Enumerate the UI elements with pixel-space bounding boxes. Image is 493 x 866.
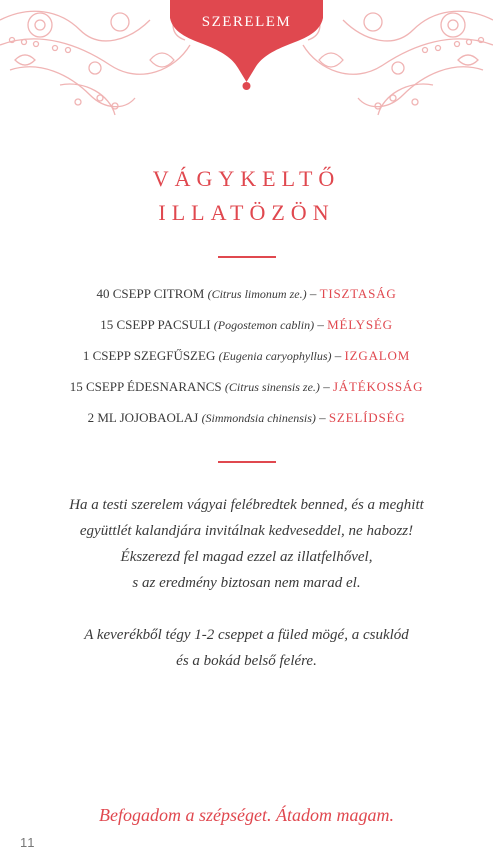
description-line: Ékszerezd fel magad ezzel az illatfelhővel, [120,549,373,565]
ingredient-quality: IZGALOM [344,348,411,363]
section-label: SZERELEM [201,14,292,30]
title-line-1: VÁGYKELTŐ [152,166,341,191]
ingredient-separator: – [331,348,345,363]
ingredient-quality: JÁTÉKOSSÁG [332,379,424,394]
ingredient-item [0,286,493,302]
page-number: 11 [20,835,36,850]
ingredient-amount: 15 CSEPP ÉDESNARANCS [69,379,222,394]
ingredient-amount: 15 CSEPP PACSULI [100,317,211,332]
ingredient-latin: (Citrus sinensis ze.) [224,380,320,394]
usage-line: A keverékből tégy 1-2 cseppet a füled mögé, a csuklód [84,627,409,643]
ingredient-separator: – [306,286,320,301]
ingredient-amount: 2 ML JOJOBAOLAJ [87,410,199,425]
description-line: s az eredmény biztosan nem marad el. [132,575,361,591]
ingredient-latin: (Simmondsia chinensis) [201,411,316,425]
ingredient-quality: TISZTASÁG [319,286,397,301]
ingredient-item [0,317,493,333]
description-line: Ha a testi szerelem vágyai felébredtek benned, és a meghitt [69,497,424,513]
ingredient-amount: 1 CSEPP SZEGFŰSZEG [82,348,216,363]
usage-paragraph [0,622,493,674]
ingredient-latin: (Citrus limonum ze.) [207,287,307,301]
ingredient-separator: – [319,379,333,394]
motto: Befogadom a szépséget. Átadom magam. [99,805,394,825]
ingredient-quality: SZELÍDSÉG [328,410,406,425]
ingredient-latin: (Pogostemon cablin) [213,318,315,332]
divider-bottom [218,461,276,463]
ingredient-latin: (Eugenia caryophyllus) [218,349,332,363]
ingredient-item [0,379,493,395]
ingredient-item [0,348,493,364]
description-line: együttlét kalandjára invitálnak kedveseddel, ne habozz! [79,523,414,539]
ingredient-item [0,410,493,426]
description-paragraph [0,492,493,596]
ingredient-amount: 40 CSEPP CITROM [96,286,205,301]
title-line-2: ILLATÖZÖN [158,200,335,225]
divider-top [218,256,276,258]
ingredient-separator: – [314,317,328,332]
ingredient-separator: – [315,410,329,425]
usage-line: és a bokád belső felére. [176,653,317,669]
ingredient-quality: MÉLYSÉG [327,317,393,332]
